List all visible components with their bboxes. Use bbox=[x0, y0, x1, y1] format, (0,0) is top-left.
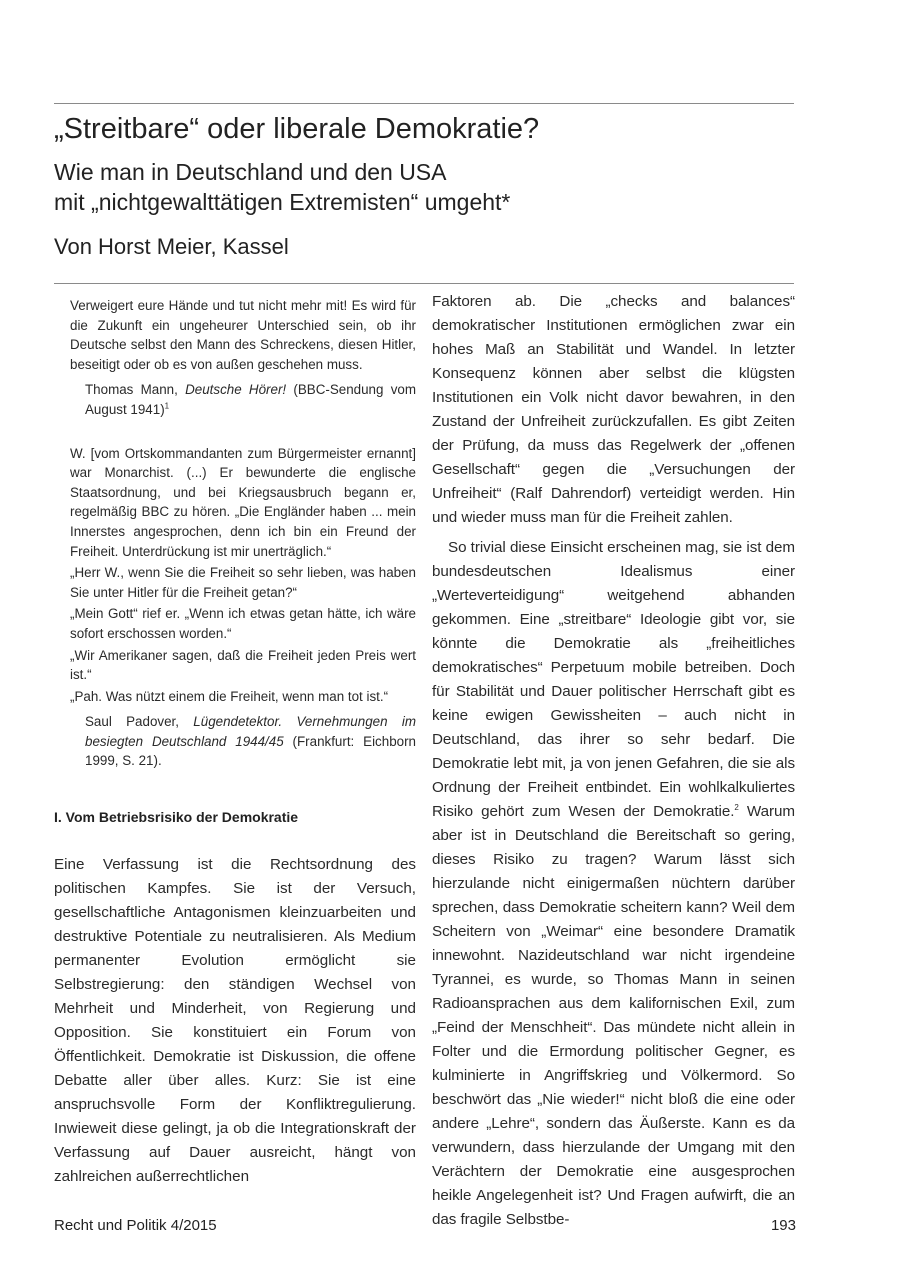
top-rule bbox=[54, 103, 794, 104]
right-body-paragraph-2-part-a: So trivial diese Einsicht erscheinen mag, sie ist dem bundesdeutschen Idealismus einer „Werteverteidigung“ weitgehend abhanden gekommen. Eine „streitbare“ Ideologie gibt vor, sie könnte die Demokratie als „freiheitliches demokratisches“ Perpetuum mobile betreiben. Doch für Stabilität und Dauer politischer Herrschaft gibt es keine ewigen Gewissheiten – auch nicht in Deutschland, das ihrer so sehr bedarf. Die Demokratie lebt mit, ja von jenen Gefahren, die sie als Ordnung der Freiheit entbindet. Ein wohlkalkuliertes Risiko gehört zum Wesen der Demokratie. bbox=[432, 539, 795, 820]
right-column bbox=[432, 290, 795, 1232]
left-column bbox=[54, 296, 416, 1189]
epigraph2-intro: W. [vom Ortskommandanten zum Bürgermeister ernannt] war Monarchist. (...) Er bewunderte die englische Staatsordnung, und bei Kriegsausbruch begann er, regelmäßig BBC zu hören. „Die Engländer haben ... mein Innerstes angesprochen, denn ich bin ein Freund der Freiheit. Unterdrückung ist mir unerträglich.“ bbox=[70, 445, 416, 559]
left-body-paragraph: Eine Verfassung ist die Rechtsordnung des politischen Kampfes. Sie ist der Versuch, gesellschaftliche Antagonismen kleinzuarbeiten und destruktive Potentiale zu neutralisieren. Als Medium permanenter Evolution ermöglicht sie Selbstregierung: den ständigen Wechsel von Mehrheit und Minderheit, von Regierung und Opposition. Sie konstituiert ein Forum von Öffentlichkeit. Demokratie ist Diskussion, die offene Debatte aller über alles. Kurz: Sie ist eine anspruchsvolle Form der Konfliktregulierung. Inwieweit diese gelingt, ja ob die Integrationskraft der Verfassung auf Dauer ausreicht, hängt von zahlreichen außerrechtlichen bbox=[54, 856, 416, 1186]
epigraph2-line-3: „Mein Gott“ rief er. „Wenn ich etwas getan hätte, ich wäre sofort erschossen worden.“ bbox=[70, 606, 416, 641]
epigraph-source-rest: (BBC-Sendung vom August 1941) bbox=[85, 382, 416, 417]
header-rule bbox=[54, 283, 794, 284]
epigraph-source bbox=[70, 380, 416, 419]
epigraph2-source-title: Lügendetektor. Vernehmungen im besiegten Deutschland 1944/45 bbox=[85, 714, 416, 749]
epigraph2-source-rest: (Frankfurt: Eichborn 1999, S. 21). bbox=[85, 733, 416, 769]
epigraph-thomas-mann bbox=[70, 296, 416, 420]
epigraph2-source bbox=[70, 712, 416, 771]
epigraph-padover bbox=[70, 444, 416, 772]
section-heading: I. Vom Betriebsrisiko der Demokratie bbox=[54, 809, 299, 826]
epigraph-quote: Verweigert eure Hände und tut nicht mehr mit! Es wird für die Zukunft ein ungeheurer Unterschied sein, ob ihr Deutsche selbst den Mann des Schreckens, diesen Hitler, beseitigt oder ob es von außen geschehen muss. bbox=[70, 298, 416, 372]
epigraph-source-title: Deutsche Hörer! bbox=[185, 382, 287, 398]
right-body-paragraph-2-part-b: Warum aber ist in Deutschland die Bereitschaft so gering, dieses Risiko zu tragen? Warum lässt sich hierzulande nicht einigermaßen nüchtern darüber sprechen, dass Demokratie scheitern kann? Weil dem Scheitern von „Weimar“ eine besondere Dramatik innewohnt. Nazideutschland war nicht irgendeine Tyrannei, es wurde, so Thomas Mann in seinen Radioansprachen aus dem kalifornischen Exil, zum „Feind der Menschheit“. Das mündete nicht allein in Folter und die Ermordung politischer Gegner, es kulminierte in Angriffskrieg und Völkermord. So beschwört das „Nie wieder!“ nicht bloß die eine oder andere „Lehre“, sondern das Äußerste. Kann es da verwundern, dass hierzulande der Umgang mit den Verächtern der Demokratie eine ausgesprochen heikle Angelegenheit ist? Und Fragen aufwirft, die an das fragile Selbstbe- bbox=[432, 803, 795, 1228]
article-subtitle bbox=[54, 157, 804, 217]
epigraph2-source-author: Saul Padover, bbox=[85, 714, 194, 730]
epigraph2-line-4: „Wir Amerikaner sagen, daß die Freiheit jeden Preis wert ist.“ bbox=[70, 647, 416, 683]
page-number: 193 bbox=[770, 1217, 796, 1234]
footnote-marker-1: 1 bbox=[164, 401, 170, 411]
article-title: „Streitbare“ oder liberale Demokratie? bbox=[54, 113, 540, 145]
epigraph2-line-5: „Pah. Was nützt einem die Freiheit, wenn man tot ist.“ bbox=[70, 688, 389, 704]
subtitle-line-1: Wie man in Deutschland und den USA bbox=[54, 159, 447, 185]
right-body-paragraph-2 bbox=[432, 536, 795, 1232]
epigraph2-line-2: „Herr W., wenn Sie die Freiheit so sehr lieben, was haben Sie unter Hitler für die Freiheit getan?“ bbox=[70, 565, 416, 600]
author-line: Von Horst Meier, Kassel bbox=[54, 234, 289, 259]
footnote-marker-2: 2 bbox=[734, 802, 739, 812]
right-body-paragraph-1: Faktoren ab. Die „checks and balances“ demokratischer Institutionen ermöglichen zwar ein hohes Maß an Stabilität und Wandel. In letzter Konsequenz können aber selbst die klügsten Institutionen ein Volk nicht davor bewahren, in den Zustand der Unfreiheit zurückzufallen. Es gibt Zeiten der Prüfung, da muss das Regelwerk der „offenen Gesellschaft“ gegen die „Versuchungen der Unfreiheit“ (Ralf Dahrendorf) verteidigt werden. Hin und wieder muss man für die Freiheit zahlen. bbox=[432, 293, 795, 526]
epigraph-source-author: Thomas Mann, bbox=[85, 382, 186, 398]
journal-footer: Recht und Politik 4/2015 bbox=[54, 1217, 217, 1234]
subtitle-line-2: mit „nichtgewalttätigen Extremisten“ umgeht* bbox=[54, 189, 511, 215]
